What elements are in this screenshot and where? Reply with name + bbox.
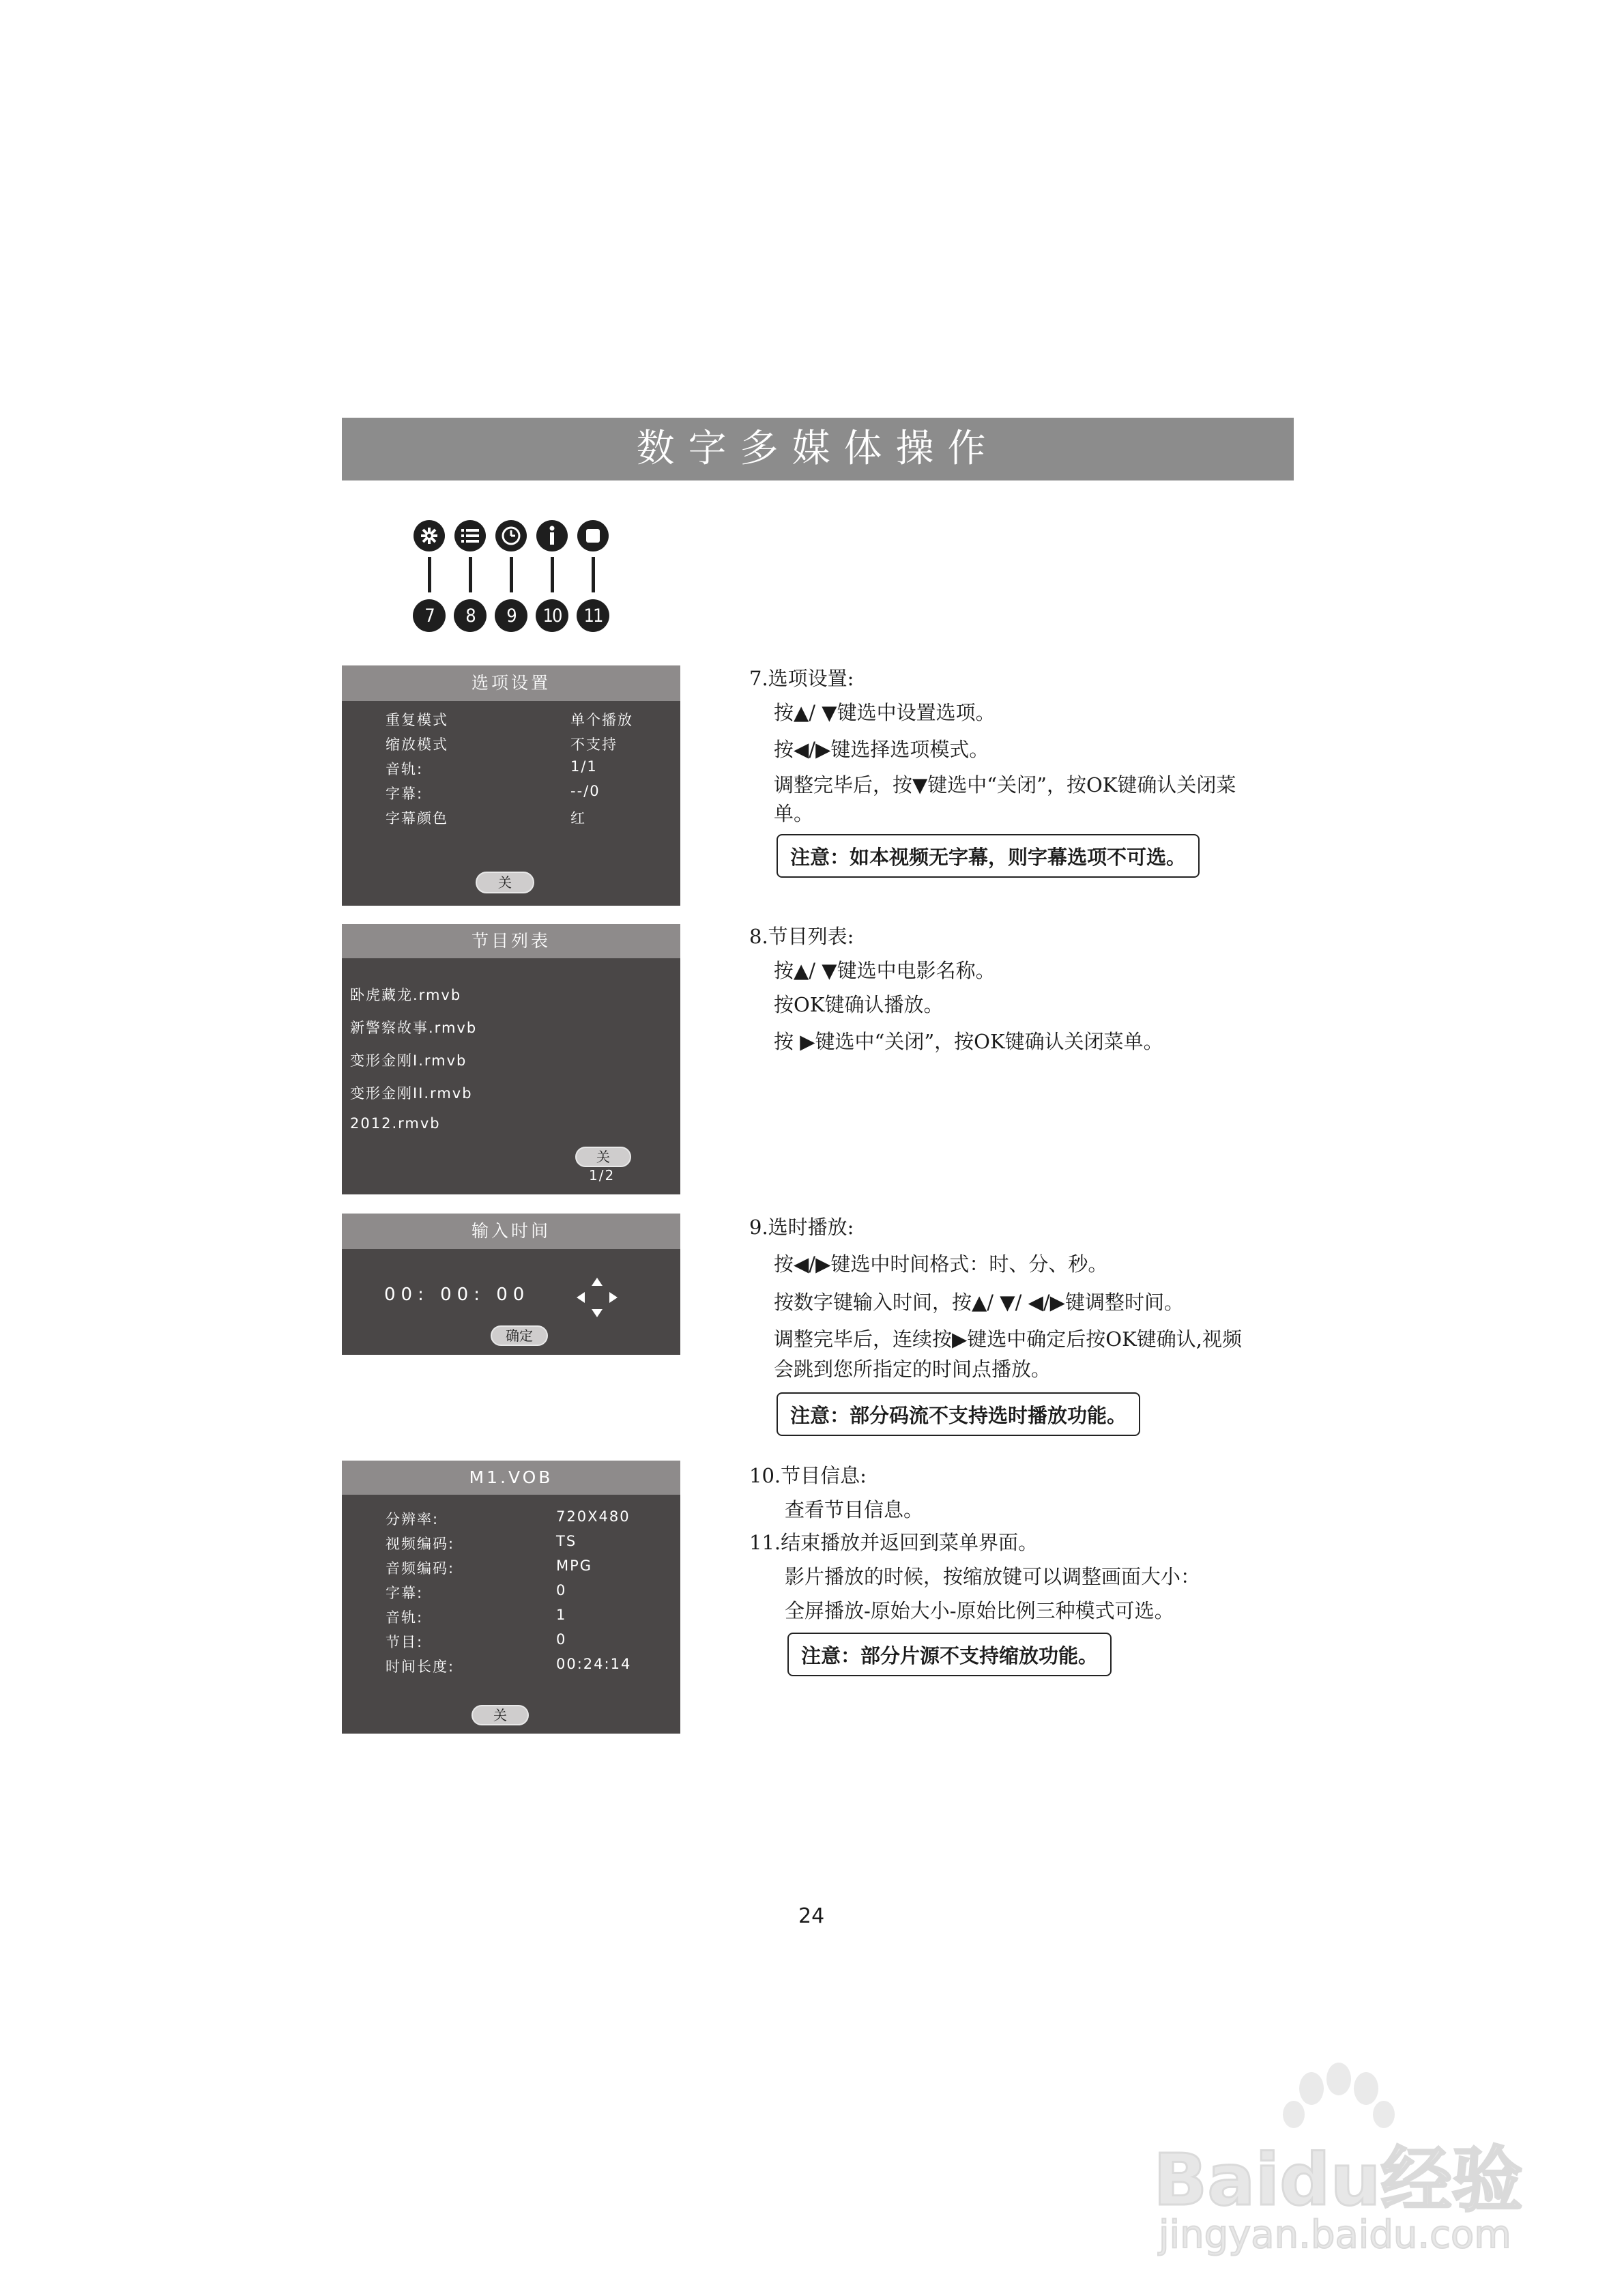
legend-number: 8 bbox=[454, 599, 487, 632]
option-label: 音轨: bbox=[386, 761, 424, 777]
instruction-line: 按▲/ ▼键选中设置选项。 bbox=[774, 701, 996, 724]
list-item[interactable]: 变形金刚II.rmvb bbox=[350, 1085, 473, 1102]
close-button[interactable]: 关 bbox=[472, 1705, 529, 1725]
close-button[interactable]: 关 bbox=[575, 1147, 631, 1167]
icon-legend bbox=[409, 520, 614, 636]
info-label: 音轨: bbox=[386, 1609, 424, 1626]
info-label: 视频编码: bbox=[386, 1536, 455, 1552]
instruction-line: 调整完毕后，连续按▶键选中确定后按OK键确认,视频 bbox=[774, 1328, 1242, 1351]
connector-line bbox=[592, 557, 595, 592]
direction-arrows-icon bbox=[575, 1276, 619, 1319]
panel-title: 选项设置 bbox=[342, 665, 680, 701]
info-label: 字幕: bbox=[386, 1585, 424, 1601]
info-label: 音频编码: bbox=[386, 1560, 455, 1577]
info-value: 1 bbox=[556, 1607, 567, 1623]
info-icon bbox=[536, 520, 568, 551]
watermark-url: jingyan.baidu.com bbox=[1159, 2213, 1511, 2257]
legend-number: 10 bbox=[536, 599, 568, 632]
option-label: 字幕颜色 bbox=[386, 810, 448, 827]
panel-title: 节目列表 bbox=[342, 924, 680, 958]
section-heading: 8.节目列表: bbox=[749, 925, 854, 948]
page-number: 24 bbox=[798, 1904, 825, 1928]
option-value[interactable]: 不支持 bbox=[570, 736, 618, 753]
note-box: 注意：部分片源不支持缩放功能。 bbox=[787, 1633, 1112, 1676]
instruction-line: 查看节目信息。 bbox=[785, 1498, 924, 1521]
info-value: 00:24:14 bbox=[556, 1656, 632, 1672]
instruction-line: 按▲/ ▼键选中电影名称。 bbox=[774, 959, 996, 982]
panel-title: M1.VOB bbox=[342, 1461, 680, 1495]
section-heading: 9.选时播放: bbox=[749, 1216, 854, 1239]
legend-number: 11 bbox=[577, 599, 609, 632]
info-value: MPG bbox=[556, 1558, 593, 1574]
instruction-line: 调整完毕后，按▼键选中“关闭”，按OK键确认关闭菜 bbox=[774, 773, 1236, 797]
time-input-panel bbox=[342, 1214, 680, 1355]
instruction-line: 影片播放的时候，按缩放键可以调整画面大小： bbox=[785, 1565, 1201, 1588]
info-label: 节目: bbox=[386, 1634, 424, 1650]
clock-icon bbox=[495, 520, 527, 551]
panel-title: 输入时间 bbox=[342, 1214, 680, 1249]
connector-line bbox=[551, 557, 554, 592]
legend-number: 7 bbox=[413, 599, 446, 632]
instruction-line: 按 ▶键选中“关闭”，按OK键确认关闭菜单。 bbox=[774, 1030, 1163, 1053]
instruction-line: 会跳到您所指定的时间点播放。 bbox=[774, 1358, 1052, 1381]
note-box: 注意：如本视频无字幕，则字幕选项不可选。 bbox=[777, 834, 1200, 878]
instruction-line: 按数字键输入时间，按▲/ ▼/ ◀/▶键调整时间。 bbox=[774, 1291, 1184, 1314]
option-value[interactable]: 红 bbox=[570, 810, 586, 827]
info-label: 时间长度: bbox=[386, 1659, 455, 1675]
section-heading: 10.节目信息: bbox=[749, 1464, 867, 1487]
list-icon bbox=[454, 520, 486, 551]
info-value: 0 bbox=[556, 1631, 567, 1648]
time-input-field[interactable]: 00: 00: 00 bbox=[384, 1285, 530, 1305]
info-value: TS bbox=[556, 1533, 577, 1549]
instruction-line: 按◀/▶键选择选项模式。 bbox=[774, 738, 989, 761]
watermark-text: Baidu经验 bbox=[1153, 2138, 1523, 2222]
options-panel bbox=[342, 665, 680, 906]
option-label: 重复模式 bbox=[386, 712, 448, 728]
list-item[interactable]: 卧虎藏龙.rmvb bbox=[350, 987, 462, 1003]
page-indicator: 1/2 bbox=[589, 1167, 615, 1183]
option-value[interactable]: 1/1 bbox=[570, 758, 598, 775]
connector-line bbox=[510, 557, 513, 592]
note-box: 注意：部分码流不支持选时播放功能。 bbox=[777, 1392, 1140, 1436]
instruction-line: 按OK键确认播放。 bbox=[774, 993, 944, 1016]
option-value[interactable]: --/0 bbox=[570, 783, 600, 799]
page-title: 数字多媒体操作 bbox=[342, 418, 1294, 480]
playlist-panel bbox=[342, 924, 680, 1194]
section-heading: 11.结束播放并返回到菜单界面。 bbox=[749, 1531, 1039, 1554]
info-label: 分辨率: bbox=[386, 1511, 439, 1527]
gear-icon bbox=[414, 520, 445, 551]
list-item[interactable]: 变形金刚I.rmvb bbox=[350, 1052, 467, 1069]
instruction-line: 全屏播放-原始大小-原始比例三种模式可选。 bbox=[785, 1599, 1174, 1622]
list-item[interactable]: 2012.rmvb bbox=[350, 1115, 441, 1132]
info-value: 0 bbox=[556, 1582, 567, 1598]
stop-icon bbox=[577, 520, 609, 551]
legend-number: 9 bbox=[495, 599, 527, 632]
info-value: 720X480 bbox=[556, 1508, 630, 1525]
option-label: 缩放模式 bbox=[386, 736, 448, 753]
connector-line bbox=[428, 557, 431, 592]
instruction-line: 单。 bbox=[774, 802, 814, 825]
instruction-line: 按◀/▶键选中时间格式：时、分、秒。 bbox=[774, 1252, 1108, 1276]
option-label: 字幕: bbox=[386, 786, 424, 802]
baidu-jingyan-watermark bbox=[1153, 2061, 1535, 2259]
list-item[interactable]: 新警察故事.rmvb bbox=[350, 1020, 478, 1036]
option-value[interactable]: 单个播放 bbox=[570, 712, 633, 728]
section-heading: 7.选项设置: bbox=[749, 667, 854, 690]
program-info-panel bbox=[342, 1461, 680, 1734]
confirm-button[interactable]: 确定 bbox=[491, 1325, 548, 1346]
close-button[interactable]: 关 bbox=[476, 872, 534, 893]
connector-line bbox=[469, 557, 472, 592]
